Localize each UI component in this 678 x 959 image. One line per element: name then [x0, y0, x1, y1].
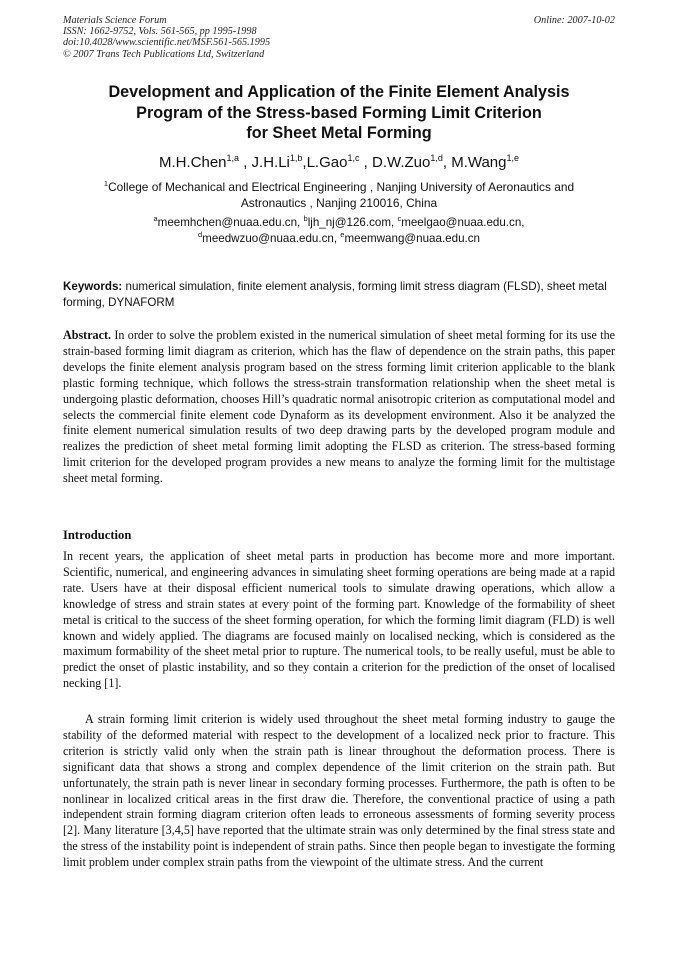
title-line-3: for Sheet Metal Forming: [246, 124, 432, 142]
journal-name: Materials Science Forum: [63, 15, 167, 26]
author-affiliation-mark: 1,b: [289, 153, 303, 163]
author-name: D.W.Zuo: [371, 154, 431, 171]
keywords-label: Keywords:: [63, 280, 123, 293]
email-b[interactable]: ljh_nj@126.com,: [307, 216, 395, 229]
abstract-label: Abstract.: [63, 328, 112, 342]
author-name: M.Wang: [451, 154, 507, 171]
author-affiliation-mark: 1,d: [430, 153, 443, 163]
author-affiliation-mark: 1,e: [506, 153, 520, 163]
email-d[interactable]: meedwzuo@nuaa.edu.cn,: [202, 232, 338, 245]
doi: doi:10.4028/www.scientific.net/MSF.561-565.1995: [63, 37, 271, 49]
author-list: [40, 153, 638, 173]
email-c[interactable]: meelgao@nuaa.edu.cn,: [401, 216, 525, 229]
copyright: © 2007 Trans Tech Publications Ltd, Switzerland: [63, 48, 265, 60]
title-line-2: Program of the Stress-based Forming Limit Criterion: [136, 103, 542, 122]
author-emails: $^a$meemhchen@nuaa.edu.cn, $^b$ljh_nj@126.com, $^c$meelgao@nuaa.edu.cn, $^d$meedwzuo@nuaa.edu.cn, $^e$meemwang@nuaa.edu.cn: [153, 214, 525, 245]
author-name: J.H.Li: [251, 154, 290, 171]
online-date: Online: 2007-10-02: [533, 15, 615, 26]
title-line-1: Development and Application of the Finite Element Analysis: [108, 83, 570, 101]
author-name: M.H.Chen: [158, 154, 227, 171]
author-affiliation-mark: 1,c: [347, 153, 360, 163]
author-affiliation-mark: 1,a: [226, 153, 240, 163]
affiliation: [70, 179, 608, 211]
affiliation-line-1: College of Mechanical and Electrical Engineering , Nanjing University of Aeronautics and: [108, 180, 575, 194]
keywords-text: numerical simulation, finite element analysis, forming limit stress diagram (FLSD), sheet metal forming, DYNAFORM: [63, 280, 607, 309]
keywords: [63, 279, 615, 311]
affiliation-mark: 1: [103, 179, 109, 188]
author-separator: ,: [302, 154, 307, 171]
abstract-text: In order to solve the problem existed in the numerical simulation of sheet metal forming for its use the strain-based forming limit diagram as criterion, which has the flaw of dependence on the strain paths, this paper develops the finite element analysis program based on the stress forming limit criterion applicable to the blank plastic forming technique, which follows the stress-strain transformation relationship when the sheet metal is undergoing plastic deformation, chooses Hill’s quadratic normal anisotropic criterion as computational model and selects the commercial finite element code Dynaform as its development environment. Also it be analyzed the finite element numerical simulation results of two deep drawing parts by the developed program module and realizes the prediction of sheet metal forming limit adopting the FLSD as criterion. The stress-based forming limit criterion for the developed program provides a new means to analyze the forming limit for the multistage sheet metal forming.: [63, 328, 616, 486]
affiliation-line-2: Astronautics , Nanjing 210016, China: [240, 196, 438, 210]
section-heading: Introduction: [63, 528, 132, 542]
email-e[interactable]: meemwang@nuaa.edu.cn: [344, 232, 480, 245]
author-separator: ,: [359, 154, 372, 171]
intro-paragraph-2: A strain forming limit criterion is widely used throughout the sheet metal forming industry to gauge the stability of the deformed material with respect to the development of a localized neck prior to fracture. This criterion is strictly valid only when the strain path is linear throughout the deformation process. There is significant data that shows a strong and complex dependence of the limit criterion on the strain path. But unfortunately, the strain path is never linear in secondary forming processes. Furthermore, the path is often to be nonlinear in localized critical areas in the first draw die. Therefore, the conventional practice of using a path independent strain forming diagram criterion often leads to erroneous assessments of forming severity process [2]. Many literature [3,4,5] have reported that the ultimate strain was only determined by the final stress state and the stress of the instability point is independent of strain paths. Since then people began to investigate the forming limit problem under complex strain paths from the viewpoint of the ultimate stress. And the current: [63, 712, 615, 870]
intro-paragraph-1: In recent years, the application of sheet metal parts in production has become more and more important. Scientific, numerical, and engineering advances in simulating sheet forming operations are being made at a rapid rate. Users have at their disposal efficient numerical tools to simulate drawing operations, which allow a knowledge of stress and strain states at every point of the forming part. Knowledge of the formability of sheet metal is critical to the success of the sheet forming operation, for which the forming limit diagram (FLD) is well known and widely applied. The diagrams are focused mainly on localised necking, which is considered as the maximum formability of the sheet metal prior to rupture. The numerical tools, to be really useful, must be able to predict the onset of plastic instability, and so they contain a criterion for the prediction of the onset of localised necking [1].: [63, 549, 615, 691]
abstract: [63, 328, 615, 487]
issn: ISSN: 1662-9752, Vols. 561-565, pp 1995-1998: [63, 26, 257, 38]
author-separator: ,: [239, 154, 252, 171]
publication-info: [63, 15, 270, 60]
email-a[interactable]: meemhchen@nuaa.edu.cn,: [157, 216, 301, 229]
author-name: L.Gao: [306, 154, 348, 171]
paper-title: [40, 82, 638, 144]
author-separator: ,: [442, 154, 452, 171]
